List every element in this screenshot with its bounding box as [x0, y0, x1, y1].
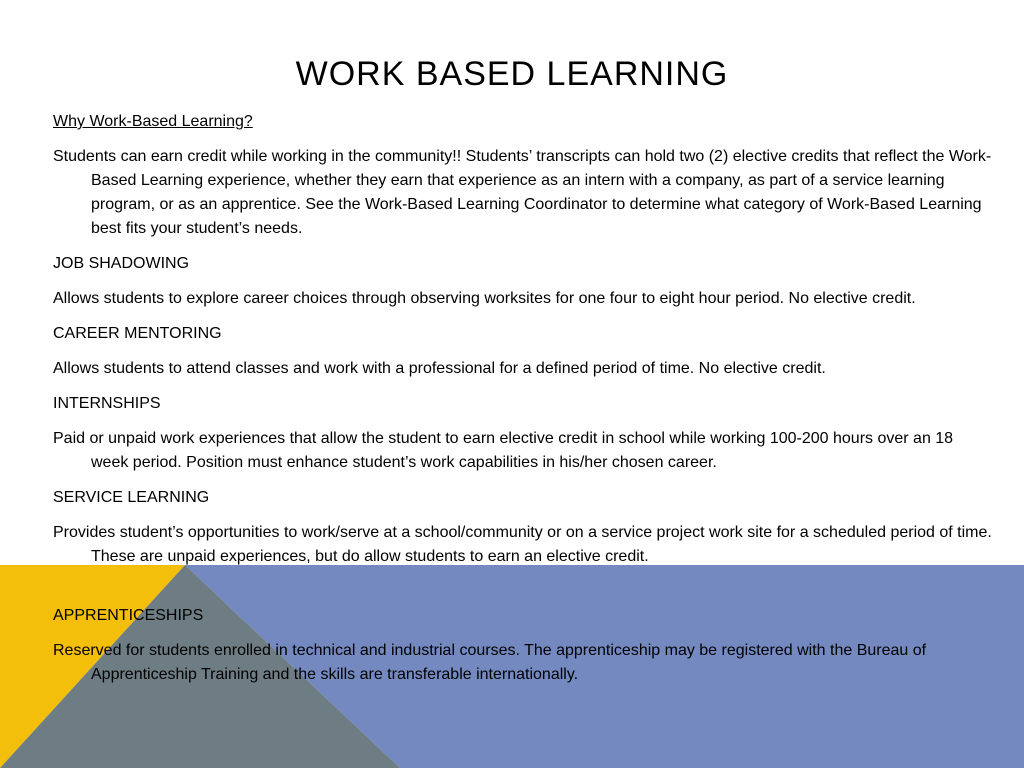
slide-title: WORK BASED LEARNING [295, 55, 729, 93]
section-body-why: Students can earn credit while working in the community!! Students’ transcripts can hold two (2) elective credits that reflect the Work-Based Learning experience, whether they earn that experience as an intern with a company, as part of a service learning program, or as an apprentice. See the Work-Based Learning Coordinator to determine what category of Work-Based Learning best fits your student’s needs. [53, 148, 992, 237]
section-heading-career-mentoring: CAREER MENTORING [53, 325, 222, 342]
section-heading-apprenticeships: APPRENTICESHIPS [53, 607, 204, 624]
section-heading-service-learning: SERVICE LEARNING [53, 489, 210, 506]
section-body-service-learning: Provides student’s opportunities to work/serve at a school/community or on a service project work site for a scheduled period of time. These are unpaid experiences, but do allow students to earn an elective credit. [53, 524, 992, 565]
spacer [53, 580, 993, 604]
section-body-job-shadowing: Allows students to explore career choices through observing worksites for one four to eight hour period. No elective credit. [53, 290, 916, 307]
section-body-career-mentoring: Allows students to attend classes and work with a professional for a defined period of time. No elective credit. [53, 360, 826, 377]
slide-content [53, 110, 993, 698]
section-heading-why: Why Work-Based Learning? [53, 113, 253, 130]
section-heading-internships: INTERNSHIPS [53, 395, 161, 412]
section-heading-job-shadowing: JOB SHADOWING [53, 255, 190, 272]
section-body-internships: Paid or unpaid work experiences that allow the student to earn elective credit in school while working 100-200 hours over an 18 week period. Position must enhance student’s work capabilities in his/her chosen career. [53, 430, 954, 471]
section-body-apprenticeships: Reserved for students enrolled in technical and industrial courses. The apprenticeship may be registered with the Bureau of Apprenticeship Training and the skills are transferable internationally. [53, 642, 927, 683]
